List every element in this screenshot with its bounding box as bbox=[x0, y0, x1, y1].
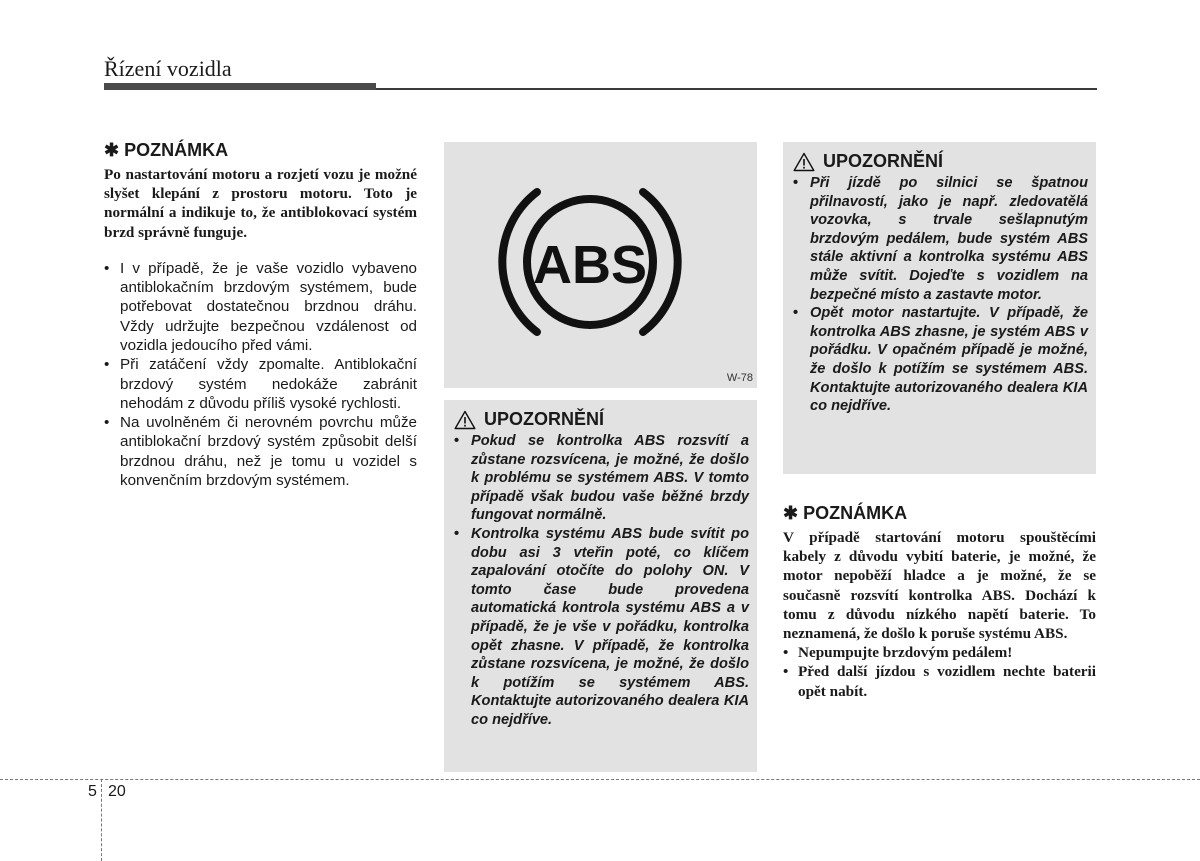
right-note-intro: V případě startování motoru spouštěcími kabely z důvodu vybití baterie, je možné, že motor nepoběží hladce a je možné, že se současně rozsvítí kontrolka ABS. Dochází k tomu z důvodu nízkého napětí baterie. To neznamená, že došlo k poruše systému ABS. bbox=[783, 529, 1096, 643]
middle-warning-heading bbox=[454, 409, 749, 430]
right-note-title: POZNÁMKA bbox=[803, 503, 908, 523]
middle-warning-box bbox=[444, 400, 757, 772]
asterisk-icon: ✱ bbox=[104, 140, 120, 160]
header-rule-accent bbox=[104, 83, 376, 90]
middle-warning-list bbox=[454, 432, 749, 730]
middle-warning-title: UPOZORNĚNÍ bbox=[484, 409, 605, 429]
asterisk-icon: ✱ bbox=[783, 503, 799, 523]
right-warning-list bbox=[793, 174, 1088, 416]
page-number: 20 bbox=[108, 783, 126, 800]
page-title: Řízení vozidla bbox=[104, 56, 232, 81]
left-note-heading bbox=[104, 140, 417, 161]
right-note-heading bbox=[783, 503, 1096, 524]
right-note-list bbox=[783, 643, 1096, 701]
left-note-list bbox=[104, 259, 417, 491]
left-note-intro: Po nastartování motoru a rozjetí vozu je možné slyšet klepání z prostoru motoru. Toto je normální a indikuje to, že antiblokovací systém brzd správně funguje. bbox=[104, 166, 417, 241]
right-warning-title: UPOZORNĚNÍ bbox=[823, 151, 944, 171]
right-warning-box bbox=[783, 142, 1096, 474]
abs-figure bbox=[444, 142, 757, 388]
list-item: • Nepumpujte brzdovým pedálem! bbox=[783, 643, 1096, 662]
left-note bbox=[104, 140, 417, 490]
warning-triangle-icon bbox=[793, 152, 815, 172]
warning-triangle-icon bbox=[454, 410, 476, 430]
footer-vertical-divider bbox=[101, 779, 102, 861]
chapter-number: 5 bbox=[88, 783, 97, 800]
list-item: • Kontrolka systému ABS bude svítit po dobu asi 3 vteřin poté, co klíčem zapalování otočíte do polohy ON. V tomto čase bude provedena automatická kontrola systému ABS a v případě, že je vše v pořádku, kontrolka opět zhasne. V případě, že kontrolka zůstane rozsvícena, je možné, že došlo k potížím se systémem ABS. Kontaktujte autorizovaného dealera KIA co nejdříve. bbox=[454, 525, 749, 730]
left-note-title: POZNÁMKA bbox=[124, 140, 229, 160]
list-item: • Při zatáčení vždy zpomalte. Antiblokační brzdový systém nedokáže zabránit nehodám z důvodu příliš vysoké rychlosti. bbox=[104, 355, 417, 413]
right-warning-heading bbox=[793, 151, 1088, 172]
figure-code: W-78 bbox=[726, 372, 753, 384]
footer-divider bbox=[0, 779, 1200, 780]
list-item: • I v případě, že je vaše vozidlo vybaveno antiblokačním brzdovým systémem, bude potřebovat dostatečnou brzdnou dráhu. Vždy udržujte bezpečnou vzdálenost od vozidla jedoucího před vámi. bbox=[104, 259, 417, 355]
list-item: • Při jízdě po silnici se špatnou přilnavostí, jako je např. zledovatělá vozovka, s trvale sešlapnutým brzdovým pedálem, bude systém ABS stále aktivní a kontrolka systému ABS může svítit. Dojeďte s vozidlem na bezpečné místo a zastavte motor. bbox=[793, 174, 1088, 304]
list-item: • Pokud se kontrolka ABS rozsvítí a zůstane rozsvícena, je možné, že došlo k problému se systémem ABS. V tomto případě však budou vaše běžné brzdy fungovat normálně. bbox=[454, 432, 749, 525]
abs-label: ABS bbox=[532, 235, 648, 295]
list-item: • Na uvolněném či nerovném povrchu může antiblokační brzdový systém způsobit delší brzdnou dráhu, než je tomu u vozidel s konvenčním brzdovým systémem. bbox=[104, 413, 417, 490]
abs-warning-icon bbox=[444, 142, 757, 388]
right-note bbox=[783, 503, 1096, 701]
list-item: • Opět motor nastartujte. V případě, že kontrolka ABS zhasne, je systém ABS v pořádku. V opačném případě je možné, že došlo k potížím se systémem ABS. Kontaktujte autorizovaného dealera KIA co nejdříve. bbox=[793, 304, 1088, 416]
list-item: • Před další jízdou s vozidlem nechte baterii opět nabít. bbox=[783, 662, 1096, 700]
